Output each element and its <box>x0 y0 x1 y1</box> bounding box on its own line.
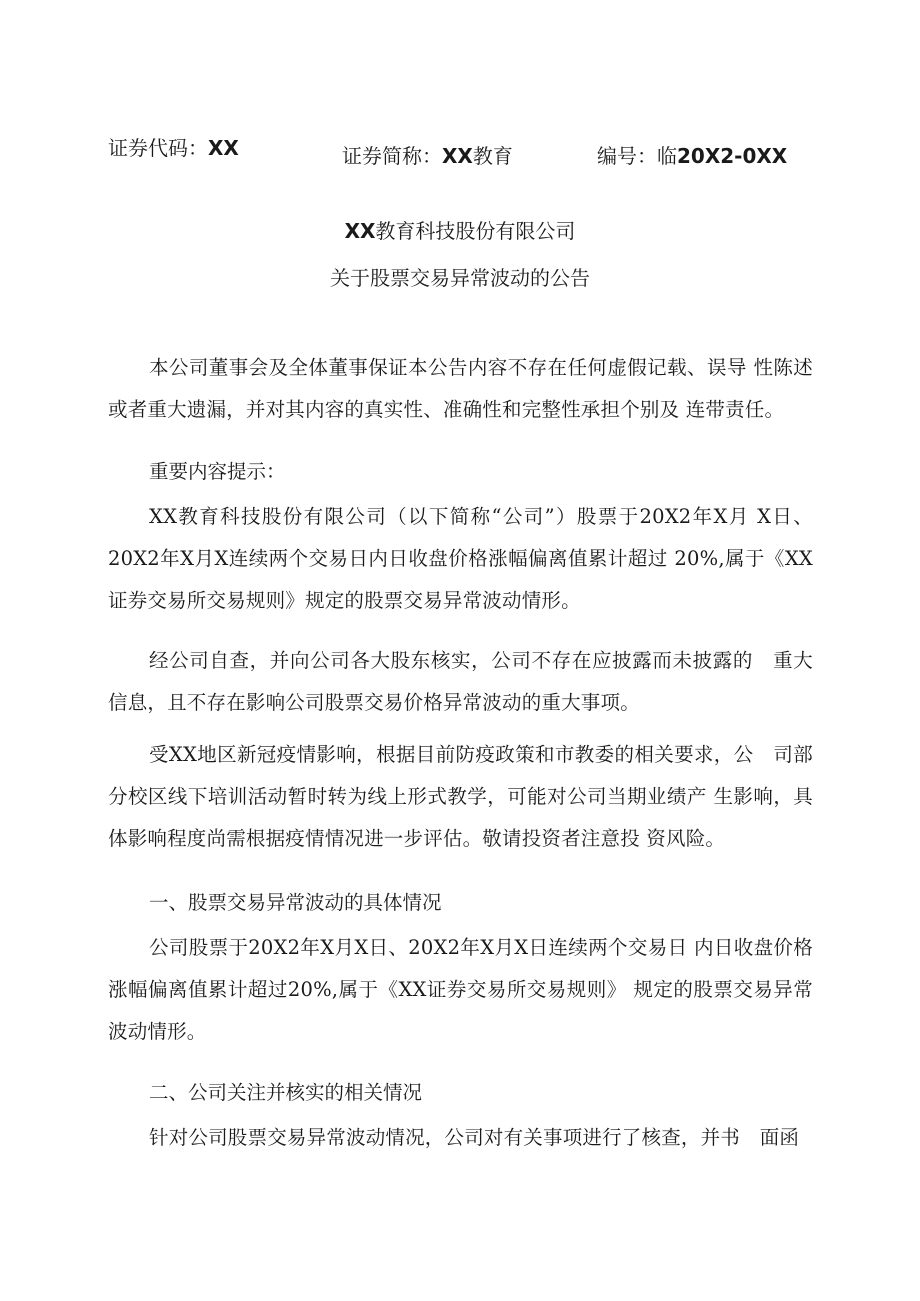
announcement-subject: 关于股票交易异常波动的公告 <box>330 266 590 290</box>
securities-code-value: XX <box>208 136 239 160</box>
key-point-abnormal-fluctuation: XX教育科技股份有限公司（以下简称“公司”）股票于20X2年X月 X日、20X2年X月X连续两个交易日内日收盘价格涨幅偏离值累计超过 20%,属于《XX证券交易所交易规则》规定的股票交易异常波动情形。 <box>108 505 813 612</box>
company-title <box>0 215 920 244</box>
key-points-label: 重要内容提示： <box>149 460 286 483</box>
key-point-self-inspection: 经公司自查，并向公司各大股东核实，公司不存在应披露而未披露的 重大信息，且不存在影响公司股票交易价格异常波动的重大事项。 <box>108 649 813 714</box>
company-title-prefix: XX <box>344 219 376 243</box>
securities-code <box>108 132 239 161</box>
section-1-text: 公司股票于20X2年X月X日、20X2年X月X日连续两个交易日 内日收盘价格涨幅偏离值累计超过20%,属于《XX证券交易所交易规则》 规定的股票交易异常波动情形。 <box>108 936 813 1043</box>
section-2-text: 针对公司股票交易异常波动情况，公司对有关事项进行了核查，并书 面函 <box>149 1126 800 1149</box>
section-1-heading: 一、股票交易异常波动的具体情况 <box>149 891 442 914</box>
securities-short-name-value: XX <box>442 144 473 168</box>
company-title-rest: 教育科技股份有限公司 <box>375 219 576 243</box>
securities-short-name-suffix: 教育 <box>472 144 513 168</box>
securities-short-name-label: 证券简称： <box>342 144 442 168</box>
announcement-number-value: 20X2-0XX <box>677 144 788 168</box>
section-2-heading: 二、公司关注并核实的相关情况 <box>149 1081 423 1104</box>
key-point-epidemic-impact: 受XX地区新冠疫情影响，根据目前防疫政策和市教委的相关要求，公 司部分校区线下培训活动暂时转为线上形式教学，可能对公司当期业绩产 生影响，具体影响程度尚需根据疫情情况进一步评估。敬请投资者注意投 资风险。 <box>108 743 813 850</box>
announcement-number <box>597 140 787 169</box>
securities-short-name <box>342 140 513 169</box>
board-statement: 本公司董事会及全体董事保证本公告内容不存在任何虚假记载、误导 性陈述或者重大遗漏，并对其内容的真实性、准确性和完整性承担个别及 连带责任。 <box>108 356 813 421</box>
securities-code-label: 证券代码： <box>108 136 208 160</box>
announcement-number-label: 编号：临 <box>597 144 677 168</box>
